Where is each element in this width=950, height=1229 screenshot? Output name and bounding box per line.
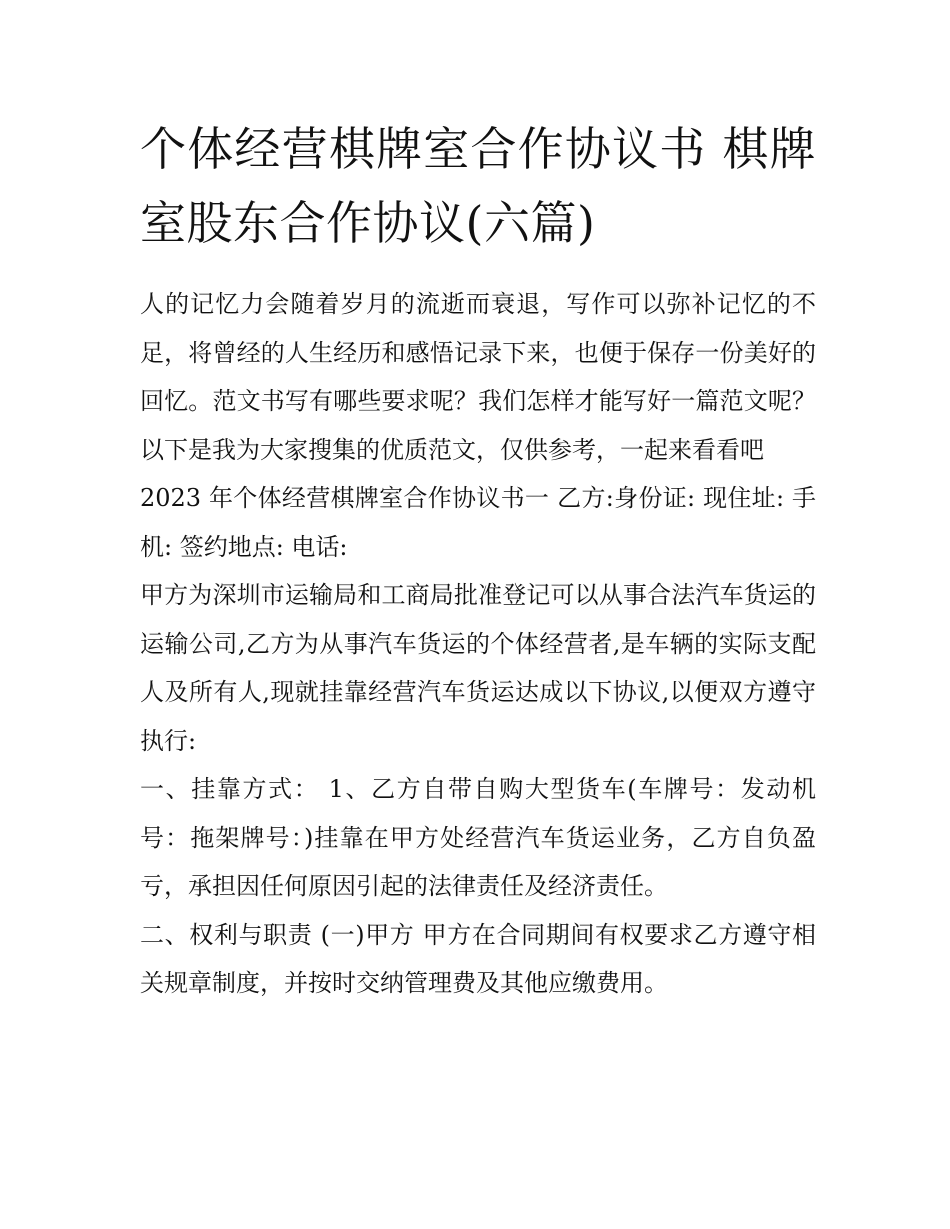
parties-paragraph: 甲方为深圳市运输局和工商局批准登记可以从事合法汽车货运的运输公司,乙方为从事汽车货运的个体经营者,是车辆的实际支配人及所有人,现就挂靠经营汽车货运达成以下协议,以便双方遵守执行: <box>140 581 816 755</box>
clause-rights-duties: 二、权利与职责 (一)甲方 甲方在合同期间有权要求乙方遵守相关规章制度，并按时交纳管理费及其他应缴费用。 <box>140 920 816 997</box>
agreement-header-paragraph: 2023 年个体经营棋牌室合作协议书一 乙方:身份证: 现住址: 手机: 签约地点: 电话: <box>140 484 816 561</box>
intro-paragraph: 人的记忆力会随着岁月的流逝而衰退，写作可以弥补记忆的不足，将曾经的人生经历和感悟记录下来，也便于保存一份美好的回忆。范文书写有哪些要求呢？我们怎样才能写好一篇范文呢？以下是我为大家搜集的优质范文，仅供参考，一起来看看吧 <box>140 290 816 464</box>
document-page <box>140 112 816 1008</box>
document-title: 个体经营棋牌室合作协议书 棋牌室股东合作协议(六篇) <box>140 122 816 250</box>
clause-affiliation-method: 一、挂靠方式： 1、乙方自带自购大型货车(车牌号：发动机号：拖架牌号：)挂靠在甲方处经营汽车货运业务，乙方自负盈亏，承担因任何原因引起的法律责任及经济责任。 <box>140 775 816 900</box>
